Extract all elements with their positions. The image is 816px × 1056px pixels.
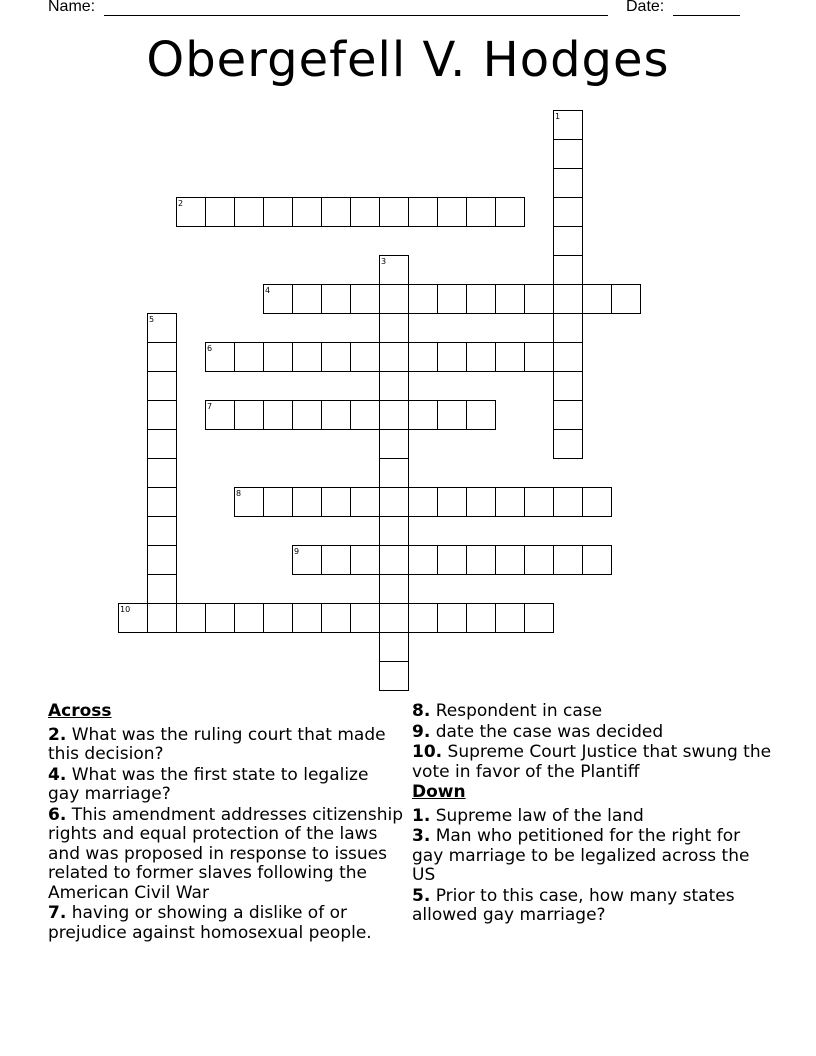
grid-cell[interactable] — [351, 285, 380, 314]
grid-cell[interactable] — [525, 285, 554, 314]
grid-cell[interactable] — [409, 401, 438, 430]
grid-cell[interactable] — [119, 604, 148, 633]
grid-cell[interactable] — [235, 488, 264, 517]
grid-cell[interactable] — [293, 488, 322, 517]
cell-number: 2 — [178, 199, 184, 208]
grid-cell[interactable] — [380, 372, 409, 401]
grid-cell[interactable] — [554, 488, 583, 517]
grid-cell[interactable] — [380, 459, 409, 488]
grid-cell[interactable] — [351, 401, 380, 430]
grid-cell[interactable] — [293, 343, 322, 372]
clue-across-4 — [48, 766, 403, 805]
grid-cell[interactable] — [293, 604, 322, 633]
grid-cell[interactable] — [438, 604, 467, 633]
grid-cell[interactable] — [467, 401, 496, 430]
cell-number: 6 — [207, 344, 213, 353]
clue-text: This amendment addresses citizenship rights and equal protection of the laws and was proposed in response to issues related to former slaves following the American Civil War — [48, 804, 403, 903]
grid-cell[interactable] — [554, 140, 583, 169]
grid-cell[interactable] — [583, 488, 612, 517]
grid-cell[interactable] — [235, 604, 264, 633]
grid-cell[interactable] — [322, 604, 351, 633]
grid-cell[interactable] — [264, 343, 293, 372]
grid-cell[interactable] — [322, 198, 351, 227]
grid-cell[interactable] — [264, 604, 293, 633]
grid-cell[interactable] — [438, 401, 467, 430]
grid-cell[interactable] — [409, 604, 438, 633]
grid-cell[interactable] — [293, 285, 322, 314]
grid-cell[interactable] — [438, 198, 467, 227]
grid-cell[interactable] — [380, 488, 409, 517]
clue-across-6 — [48, 806, 403, 904]
grid-cell[interactable] — [322, 285, 351, 314]
cell-number: 9 — [294, 547, 300, 556]
clue-number: 10. — [412, 742, 443, 762]
grid-cell[interactable] — [148, 488, 177, 517]
grid-cell[interactable] — [525, 604, 554, 633]
clue-text: What was the ruling court that made this decision? — [48, 724, 386, 764]
down-heading: Down — [412, 782, 466, 802]
grid-cell[interactable] — [380, 662, 409, 691]
grid-cell[interactable] — [148, 430, 177, 459]
grid-cell[interactable] — [380, 343, 409, 372]
clue-down-1 — [412, 807, 772, 827]
grid-cell[interactable] — [583, 285, 612, 314]
cell-number: 5 — [149, 315, 155, 324]
cell-number: 10 — [120, 605, 131, 614]
across-heading: Across — [48, 701, 112, 721]
grid-cell[interactable] — [264, 488, 293, 517]
grid-cell[interactable] — [554, 314, 583, 343]
grid-cell[interactable] — [554, 372, 583, 401]
grid-cell[interactable] — [148, 575, 177, 604]
grid-cell[interactable] — [525, 343, 554, 372]
clue-across-2 — [48, 726, 403, 765]
grid-cell[interactable] — [380, 401, 409, 430]
grid-cell[interactable] — [496, 198, 525, 227]
date-label: Date: — [626, 0, 665, 15]
grid-cell[interactable] — [264, 198, 293, 227]
cell-number: 4 — [265, 286, 271, 295]
grid-cell[interactable] — [380, 314, 409, 343]
clue-text: Respondent in case — [435, 701, 603, 721]
grid-cell[interactable] — [351, 343, 380, 372]
clue-text: What was the first state to legalize gay marriage? — [48, 764, 369, 804]
grid-cell[interactable] — [380, 198, 409, 227]
cell-number: 7 — [207, 402, 213, 411]
grid-cell[interactable] — [322, 546, 351, 575]
grid-cell[interactable] — [467, 285, 496, 314]
grid-cell[interactable] — [351, 488, 380, 517]
grid-cell[interactable] — [293, 546, 322, 575]
cell-number: 1 — [555, 112, 561, 121]
grid-cell[interactable] — [235, 343, 264, 372]
grid-cell[interactable] — [148, 401, 177, 430]
grid-cell[interactable] — [467, 546, 496, 575]
name-label: Name: — [48, 0, 96, 15]
grid-cell[interactable] — [380, 430, 409, 459]
grid-cell[interactable] — [438, 285, 467, 314]
date-field[interactable] — [673, 15, 740, 16]
grid-cell[interactable] — [264, 401, 293, 430]
grid-cell[interactable] — [496, 604, 525, 633]
grid-cell[interactable] — [235, 198, 264, 227]
grid-cell[interactable] — [380, 633, 409, 662]
clues-column-left — [48, 702, 403, 944]
grid-cell[interactable] — [148, 517, 177, 546]
grid-cell[interactable] — [438, 488, 467, 517]
grid-cell[interactable] — [409, 198, 438, 227]
grid-cell[interactable] — [380, 546, 409, 575]
clue-across-10 — [412, 743, 772, 782]
grid-cell[interactable] — [148, 343, 177, 372]
grid-cell[interactable] — [293, 401, 322, 430]
grid-cell[interactable] — [380, 575, 409, 604]
grid-cell[interactable] — [525, 546, 554, 575]
grid-cell[interactable] — [148, 546, 177, 575]
grid-cell[interactable] — [235, 401, 264, 430]
grid-cell[interactable] — [496, 546, 525, 575]
grid-cell[interactable] — [206, 343, 235, 372]
clue-number: 5. — [412, 885, 431, 906]
grid-cell[interactable] — [380, 285, 409, 314]
grid-cell[interactable] — [409, 285, 438, 314]
grid-cell[interactable] — [554, 430, 583, 459]
grid-cell[interactable] — [148, 314, 177, 343]
grid-cell[interactable] — [496, 488, 525, 517]
grid-cell[interactable] — [554, 546, 583, 575]
grid-cell[interactable] — [467, 488, 496, 517]
clue-across-8 — [412, 702, 772, 722]
clue-text: Man who petitioned for the right for gay marriage to be legalized across the US — [412, 826, 750, 885]
grid-cell[interactable] — [612, 285, 641, 314]
grid-cell[interactable] — [554, 285, 583, 314]
grid-cell[interactable] — [206, 604, 235, 633]
grid-cell[interactable] — [554, 343, 583, 372]
grid-cell[interactable] — [467, 604, 496, 633]
clue-number: 8. — [412, 701, 431, 721]
grid-cell[interactable] — [554, 198, 583, 227]
grid-cell[interactable] — [293, 198, 322, 227]
grid-cell[interactable] — [409, 488, 438, 517]
clue-number: 9. — [412, 721, 431, 742]
grid-cell[interactable] — [554, 169, 583, 198]
grid-cell[interactable] — [264, 285, 293, 314]
grid-cell[interactable] — [467, 198, 496, 227]
clue-number: 3. — [412, 826, 431, 846]
clue-text: Prior to this case, how many states allowed gay marriage? — [412, 885, 735, 925]
page-title: Obergefell V. Hodges — [146, 32, 670, 88]
grid-cell[interactable] — [177, 198, 206, 227]
grid-cell[interactable] — [438, 546, 467, 575]
grid-cell[interactable] — [496, 285, 525, 314]
grid-cell[interactable] — [206, 401, 235, 430]
grid-cell[interactable] — [380, 256, 409, 285]
grid-cell[interactable] — [583, 546, 612, 575]
clue-text: Supreme Court Justice that swung the vote in favor of the Plantiff — [412, 742, 772, 782]
grid-cell[interactable] — [322, 401, 351, 430]
name-field[interactable] — [104, 15, 608, 16]
grid-cell[interactable] — [525, 488, 554, 517]
clue-down-5 — [412, 887, 772, 926]
cell-number: 3 — [381, 257, 387, 266]
grid-cell[interactable] — [351, 198, 380, 227]
grid-cell[interactable] — [177, 604, 206, 633]
grid-cell[interactable] — [148, 604, 177, 633]
grid-cell[interactable] — [554, 256, 583, 285]
grid-cell[interactable] — [380, 517, 409, 546]
grid-cell[interactable] — [206, 198, 235, 227]
grid-cell[interactable] — [148, 459, 177, 488]
grid-cell[interactable] — [380, 604, 409, 633]
grid-cell[interactable] — [351, 604, 380, 633]
clue-number: 7. — [48, 903, 67, 923]
grid-cell[interactable] — [322, 488, 351, 517]
clue-across-9 — [412, 723, 772, 743]
grid-cell[interactable] — [554, 227, 583, 256]
clue-down-3 — [412, 827, 772, 886]
grid-cell[interactable] — [467, 343, 496, 372]
clue-across-7 — [48, 904, 403, 943]
grid-cell[interactable] — [496, 343, 525, 372]
clue-text: Supreme law of the land — [435, 805, 644, 826]
grid-cell[interactable] — [409, 343, 438, 372]
clue-number: 1. — [412, 805, 431, 826]
clue-number: 6. — [48, 804, 67, 825]
grid-cell[interactable] — [409, 546, 438, 575]
grid-cell[interactable] — [554, 111, 583, 140]
clue-number: 2. — [48, 724, 67, 745]
clue-text: date the case was decided — [435, 721, 664, 742]
clue-text: having or showing a dislike of or prejudice against homosexual people. — [48, 903, 372, 943]
grid-cell[interactable] — [554, 401, 583, 430]
grid-cell[interactable] — [148, 372, 177, 401]
clue-number: 4. — [48, 764, 67, 785]
grid-cell[interactable] — [438, 343, 467, 372]
grid-cell[interactable] — [351, 546, 380, 575]
grid-cell[interactable] — [322, 343, 351, 372]
clues-column-right — [412, 702, 772, 927]
cell-number: 8 — [236, 489, 242, 498]
